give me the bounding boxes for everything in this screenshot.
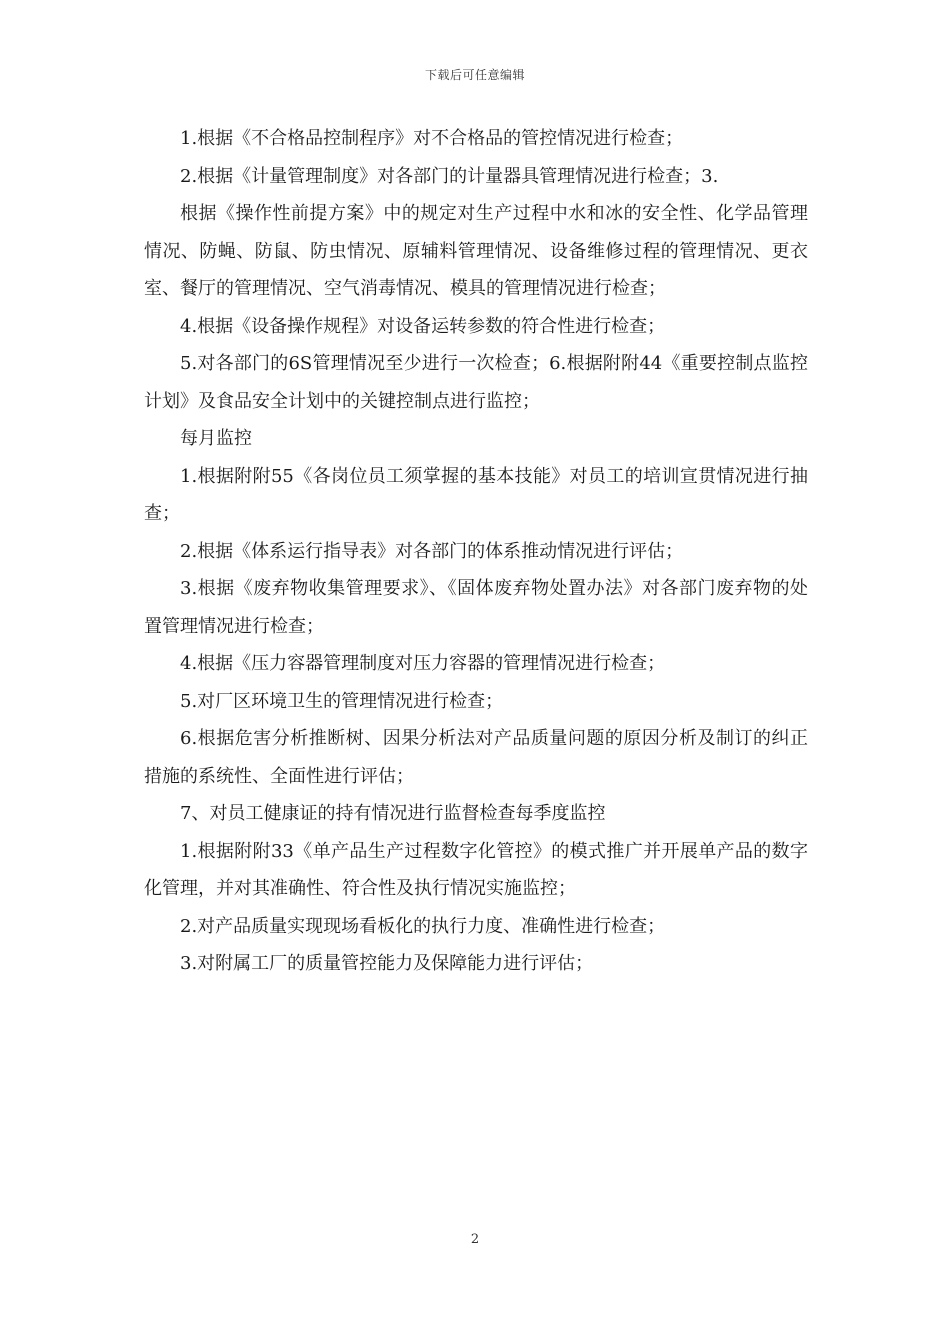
paragraph: 2.对产品质量实现现场看板化的执行力度、准确性进行检查； <box>180 915 666 937</box>
paragraph: 1.根据《不合格品控制程序》对不合格品的管控情况进行检查； <box>180 128 684 149</box>
page-header: 下载后可任意编辑 <box>424 68 525 82</box>
paragraph: 5.对厂区环境卫生的管理情况进行检查； <box>180 690 504 712</box>
paragraph: 1.根据附附55《各岗位员工须掌握的基本技能》对员工的培训宣贯情况进行抽查； <box>144 465 808 524</box>
document-body <box>144 120 808 983</box>
paragraph: 5.对各部门的6S管理情况至少进行一次检查；6.根据附附44《重要控制点监控计划》及食品安全计划中的关键控制点进行监控； <box>144 353 808 412</box>
section-heading: 每月监控 <box>180 428 252 449</box>
paragraph: 4.根据《压力容器管理制度对压力容器的管理情况进行检查； <box>180 653 666 674</box>
paragraph: 2.根据《体系运行指导表》对各部门的体系推动情况进行评估； <box>180 540 684 562</box>
page-number: 2 <box>470 1232 480 1247</box>
paragraph: 7、对员工健康证的持有情况进行监督检查每季度监控 <box>180 803 606 824</box>
paragraph: 4.根据《设备操作规程》对设备运转参数的符合性进行检查； <box>180 315 666 337</box>
paragraph: 3.根据《废弃物收集管理要求》、《固体废弃物处置办法》对各部门废弃物的处置管理情况进行检查； <box>144 578 808 637</box>
paragraph: 2.根据《计量管理制度》对各部门的计量器具管理情况进行检查；3. <box>180 165 719 187</box>
paragraph: 1.根据附附33《单产品生产过程数字化管控》的模式推广并开展单产品的数字化管理，并对其准确性、符合性及执行情况实施监控； <box>144 840 808 899</box>
paragraph: 3.对附属工厂的质量管控能力及保障能力进行评估； <box>180 953 594 974</box>
paragraph: 根据《操作性前提方案》中的规定对生产过程中水和冰的安全性、化学品管理情况、防蝇、防鼠、防虫情况、原辅料管理情况、设备维修过程的管理情况、更衣室、餐厅的管理情况、空气消毒情况、模具的管理情况进行检查； <box>144 203 808 299</box>
paragraph: 6.根据危害分析推断树、因果分析法对产品质量问题的原因分析及制订的纠正措施的系统性、全面性进行评估； <box>144 728 808 787</box>
